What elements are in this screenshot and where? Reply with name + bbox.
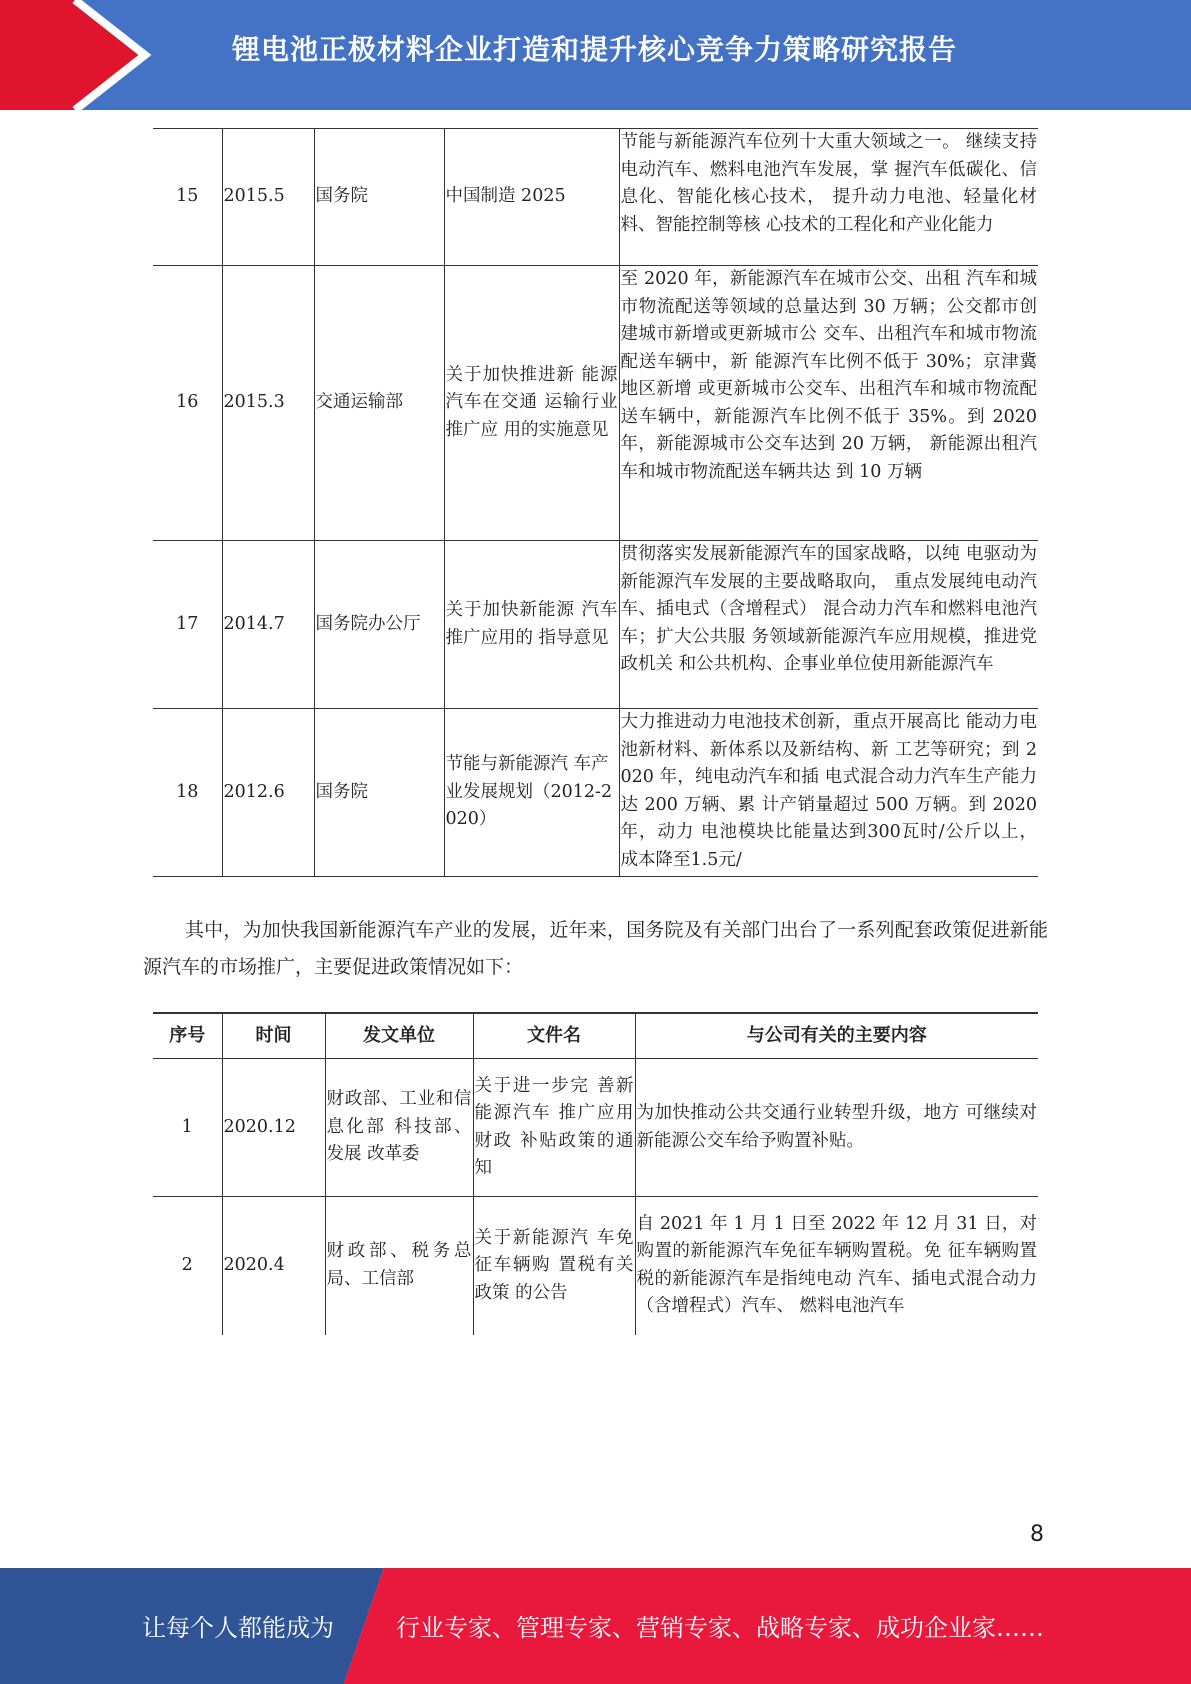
table-row	[153, 129, 1038, 266]
row-issuer: 国务院办公厅	[314, 541, 444, 709]
row-issuer: 财政部、工业和信息化部 科技部、发展 改革委	[325, 1059, 473, 1197]
row-number: 17	[153, 541, 222, 709]
report-title: 锂电池正极材料企业打造和提升核心竞争力策略研究报告	[232, 33, 958, 66]
row-document: 中国制造 2025	[444, 129, 619, 266]
row-issuer: 财政部、税务总局、工信部	[325, 1197, 473, 1335]
row-document: 关于加快新能源 汽车推广应用的 指导意见	[444, 541, 619, 709]
row-date: 2014.7	[222, 541, 314, 709]
policy-table-continued	[153, 128, 1038, 877]
column-header: 与公司有关的主要内容	[635, 1013, 1038, 1059]
column-header: 时间	[222, 1013, 325, 1059]
row-date: 2015.3	[222, 266, 314, 541]
row-content: 大力推进动力电池技术创新，重点开展高比 能动力电池新材料、新体系以及新结构、新 工艺等研究；到 2020 年，纯电动汽车和插 电式混合动力汽车生产能力达 200 万辆、累 计产销量超过 500 万辆。到 2020 年，动力 电池模块比能量达到300瓦时/公斤以上， 成本降至1.5元/	[620, 712, 1037, 870]
row-document: 关于加快推进新 能源汽车在交通 运输行业推广应 用的实施意见	[444, 266, 619, 541]
row-date: 2020.12	[222, 1059, 325, 1197]
table-row	[153, 1197, 1038, 1335]
page-header	[0, 0, 1191, 110]
row-number: 18	[153, 709, 222, 877]
row-content: 贯彻落实发展新能源汽车的国家战略，以纯 电驱动为新能源汽车发展的主要战略取向， 重点发展纯电动汽车、插电式（含增程式） 混合动力汽车和燃料电池汽车；扩大公共服 务领域新能源汽车应用规模，推进党政机关 和公共机构、企事业单位使用新能源汽车	[619, 541, 1038, 709]
footer-slogan-left: 让每个人都能成为	[142, 1614, 334, 1642]
row-date: 2020.4	[222, 1197, 325, 1335]
table-header-row	[153, 1013, 1038, 1059]
policy-table	[153, 1012, 1038, 1335]
row-content: 至 2020 年，新能源汽车在城市公交、出租 汽车和城市物流配送等领域的总量达到 30 万辆；公交都市创建城市新增或更新城市公 交车、出租汽车和城市物流配送车辆中，新 能源汽车比例不低于 30%；京津冀地区新增 或更新城市公交车、出租汽车和城市物流配 送车辆中，新能源汽车比例不低于 35%。到 2020 年，新能源城市公交车达到 20 万辆， 新能源出租汽车和城市物流配送车辆共达 到 10 万辆	[619, 266, 1038, 541]
row-number: 2	[153, 1197, 222, 1335]
row-issuer: 国务院	[314, 709, 444, 877]
row-issuer: 交通运输部	[314, 266, 444, 541]
footer-slogan-right: 行业专家、管理专家、营销专家、战略专家、成功企业家……	[396, 1614, 1044, 1642]
row-content: 为加快推动公共交通行业转型升级，地方 可继续对新能源公交车给予购置补贴。	[635, 1059, 1038, 1197]
column-header: 发文单位	[325, 1013, 473, 1059]
row-number: 16	[153, 266, 222, 541]
column-header: 文件名	[473, 1013, 635, 1059]
row-document: 节能与新能源汽 车产业发展规划（2012-2020）	[444, 709, 619, 877]
row-number: 1	[153, 1059, 222, 1197]
row-issuer: 国务院	[314, 129, 444, 266]
row-content-cell	[619, 709, 1038, 877]
table-row	[153, 1059, 1038, 1197]
page-footer	[0, 1568, 1191, 1684]
column-header: 序号	[153, 1013, 222, 1059]
row-document: 关于进一步完 善新能源汽车 推广应用财政 补贴政策的通 知	[473, 1059, 635, 1197]
table-row	[153, 709, 1038, 877]
row-content: 自 2021 年 1 月 1 日至 2022 年 12 月 31 日，对购置的新能源汽车免征车辆购置税。免 征车辆购置税的新能源汽车是指纯电动 汽车、插电式混合动力（含增程式）汽车、 燃料电池汽车	[635, 1197, 1038, 1335]
row-document: 关于新能源汽 车免征车辆购 置税有关政策 的公告	[473, 1197, 635, 1335]
row-date: 2015.5	[222, 129, 314, 266]
row-date: 2012.6	[222, 709, 314, 877]
table-row	[153, 541, 1038, 709]
row-content: 节能与新能源汽车位列十大重大领域之一。 继续支持电动汽车、燃料电池汽车发展，掌 握汽车低碳化、信息化、智能化核心技术， 提升动力电池、轻量化材料、智能控制等核 心技术的工程化和产业化能力	[619, 129, 1038, 266]
body-paragraph: 其中，为加快我国新能源汽车产业的发展，近年来，国务院及有关部门出台了一系列配套政策促进新能源汽车的市场推广，主要促进政策情况如下：	[143, 919, 1048, 978]
page-number: 8	[1030, 1522, 1044, 1547]
row-number: 15	[153, 129, 222, 266]
table-row	[153, 266, 1038, 541]
